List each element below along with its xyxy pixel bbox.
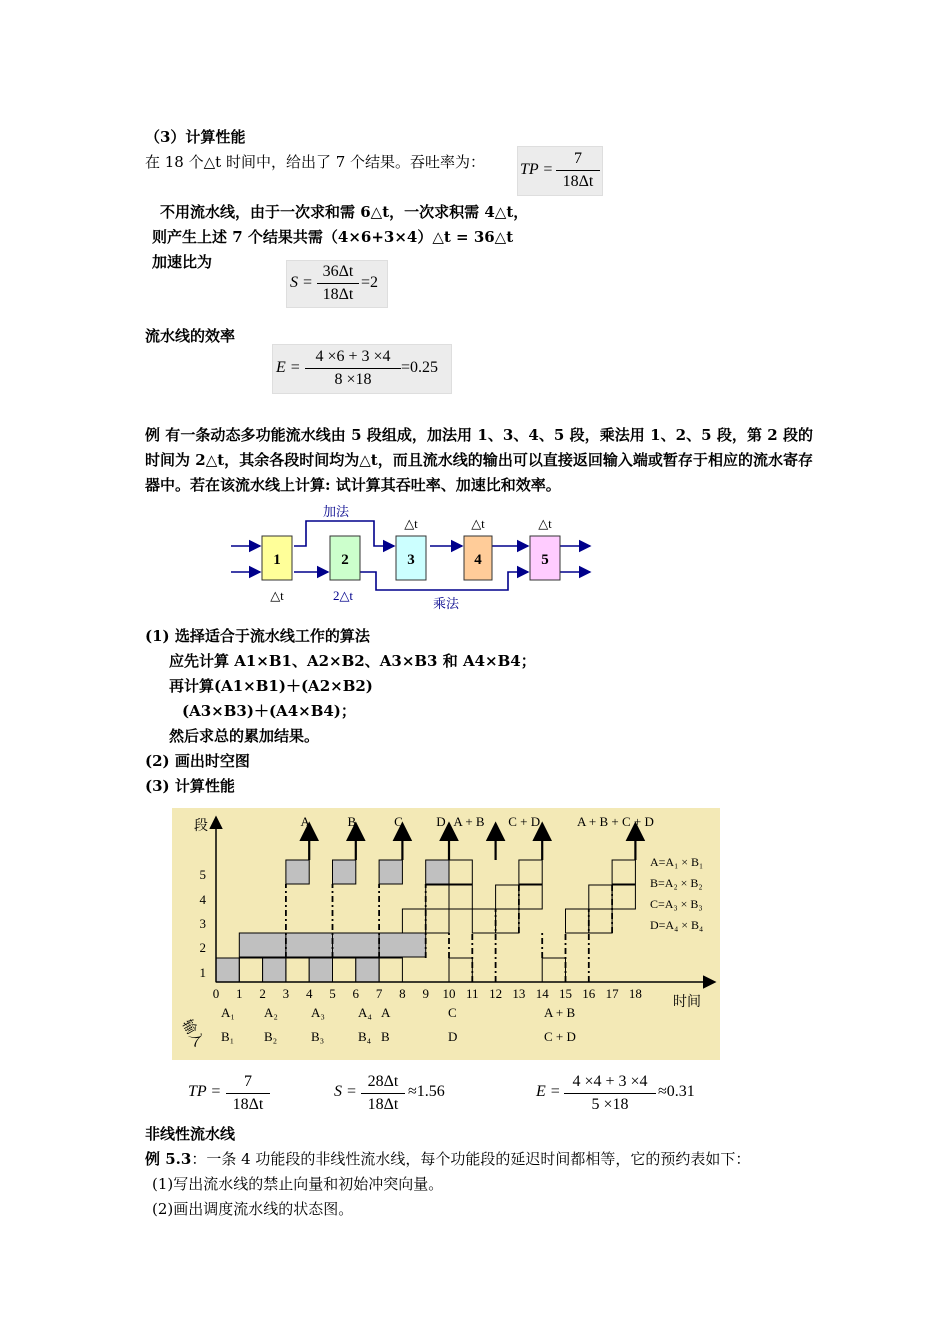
input-row1-label: A [381, 1005, 391, 1020]
efficiency-lhs: E = [276, 359, 301, 376]
efficiency-denominator: 8 ×18 [334, 371, 372, 388]
occupancy-cell [426, 860, 449, 884]
time-tick: 6 [352, 986, 360, 1001]
stage-5-label: 5 [541, 552, 549, 568]
output-label: B [347, 814, 357, 829]
time-tick: 15 [559, 986, 572, 1001]
example-5-3-text: ：一条 4 功能段的非线性流水线，每个功能段的延迟时间都相等，它的预约表如下： [191, 1150, 751, 1168]
input-row1-label: A₃ [311, 1005, 325, 1020]
throughput-sentence: 在 18 个△t 时间中，给出了 7 个结果。吞吐率为： [145, 153, 486, 171]
occupancy-cell [333, 933, 380, 957]
input-row2-label: B₂ [264, 1029, 278, 1044]
nonlinear-heading: 非线性流水线 [145, 1125, 236, 1143]
input-axis-label: 输入 [178, 1017, 206, 1050]
step2-heading: (2) 画出时空图 [145, 752, 250, 770]
step1-heading: (1) 选择适合于流水线工作的算法 [145, 627, 370, 645]
x-axis-label: 时间 [673, 995, 701, 1010]
time-tick: 14 [535, 986, 549, 1001]
section-heading-performance: （3）计算性能 [145, 128, 246, 146]
example-5-3-label: 例 5.3 [145, 1150, 192, 1168]
time-tick: 4 [305, 986, 313, 1001]
pipeline-stage-5 [530, 516, 560, 580]
result-speedup [334, 1072, 464, 1116]
time-tick: 10 [442, 986, 456, 1001]
pipeline-stage-2 [330, 536, 360, 603]
input-row2-label: D [448, 1029, 458, 1044]
result-tp-numerator: 7 [244, 1073, 252, 1090]
time-tick: 8 [399, 986, 406, 1001]
result-efficiency-numerator: 4 ×4 + 3 ×4 [572, 1073, 648, 1090]
output-label: C + D [508, 814, 541, 829]
stage-2-time: 2△t [332, 588, 354, 603]
result-speedup-numerator: 28Δt [367, 1073, 399, 1090]
legend-entry: C=A₃ × B₃ [650, 897, 703, 911]
input-row2-label: B [381, 1029, 390, 1044]
input-row2-label: B₁ [221, 1029, 235, 1044]
output-label: C [394, 814, 403, 829]
time-tick: 0 [212, 986, 220, 1001]
input-row1-label: C [448, 1005, 457, 1020]
time-tick: 16 [582, 986, 596, 1001]
speedup-denominator: 18Δt [322, 286, 354, 303]
efficiency-result: =0.25 [401, 359, 439, 376]
speedup-label: 加速比为 [152, 253, 213, 271]
result-tp-denominator: 18Δt [232, 1096, 264, 1113]
stage-tick: 5 [199, 867, 206, 882]
speedup-equation-box [286, 260, 388, 308]
speedup-numerator: 36Δt [322, 263, 354, 280]
efficiency-heading: 流水线的效率 [145, 327, 236, 345]
tp-equation-box [517, 146, 603, 196]
occupancy-cell [333, 860, 356, 884]
speedup-fraction [317, 262, 359, 305]
space-time-diagram [172, 808, 720, 1060]
occupancy-cell [216, 958, 239, 982]
time-tick: 13 [512, 986, 526, 1001]
y-axis-label: 段 [194, 819, 208, 834]
result-efficiency-denominator: 5 ×18 [591, 1096, 629, 1113]
pipeline-stage-1 [262, 536, 292, 603]
input-row1-label: A₄ [358, 1005, 372, 1020]
occupancy-cell [263, 958, 286, 982]
step1-line-4: 然后求总的累加结果。 [169, 727, 320, 745]
time-tick: 17 [605, 986, 619, 1001]
stage-1-label: 1 [273, 552, 281, 568]
stage-5-time: △t [538, 516, 552, 531]
stage-tick: 4 [199, 892, 206, 907]
stage-1-time: △t [270, 588, 284, 603]
stage-tick: 1 [199, 965, 206, 980]
occupancy-cell [239, 933, 286, 957]
stage-tick: 2 [199, 940, 206, 955]
time-tick: 7 [375, 986, 383, 1001]
pipeline-stage-3 [396, 516, 426, 580]
time-tick: 5 [329, 986, 336, 1001]
step1-line-3: (A3×B3)＋(A4×B4)； [182, 702, 356, 720]
result-speedup-denominator: 18Δt [367, 1096, 399, 1113]
input-row2-label: B₃ [311, 1029, 325, 1044]
efficiency-equation-box [272, 344, 452, 394]
result-speedup-lhs: S = [334, 1083, 357, 1100]
example-5-3-question-1: (1)写出流水线的禁止向量和初始冲突向量。 [152, 1175, 444, 1193]
example-5-3 [145, 1148, 750, 1169]
output-label: A + B [453, 814, 485, 829]
result-efficiency-fraction [564, 1072, 656, 1115]
pipeline-diagram [226, 500, 606, 615]
time-tick: 2 [259, 986, 266, 1001]
step1-line-1: 应先计算 A1×B1、A2×B2、A3×B3 和 A4×B4； [169, 652, 536, 670]
example-paragraph: 例 有一条动态多功能流水线由 5 段组成，加法用 1、3、4、5 段，乘法用 1、2、5 段，第 2 段的时间为 2△t，其余各段时间均为△t，而且流水线的输出可以直接返回输入端或暂存于相应的流水寄存器中。若在该流水线上计算: 试计算其吞吐率、加速比和效率。 [145, 426, 813, 494]
occupancy-cell [286, 860, 309, 884]
tp-lhs: TP = [520, 161, 554, 178]
occupancy-cell [286, 933, 333, 957]
result-speedup-fraction [361, 1072, 405, 1115]
time-tick: 3 [282, 986, 290, 1001]
time-tick: 9 [422, 986, 429, 1001]
stage-3-label: 3 [407, 552, 415, 568]
tp-fraction [556, 149, 600, 192]
stage-2-label: 2 [341, 552, 349, 568]
occupancy-cell [309, 958, 332, 982]
stage-3-time: △t [404, 516, 418, 531]
step3-heading: (3) 计算性能 [145, 777, 235, 795]
occupancy-cell [379, 860, 402, 884]
occupancy-cell [356, 958, 379, 982]
occupancy-cell [379, 933, 426, 957]
total-time-sentence: 则产生上述 7 个结果共需（4×6+3×4）△t = 36△t [152, 228, 514, 246]
input-row1-label: A + B [544, 1005, 576, 1020]
result-efficiency [536, 1072, 716, 1116]
tp-numerator: 7 [574, 150, 582, 167]
result-tp-fraction [226, 1072, 270, 1115]
stage-4-label: 4 [474, 552, 482, 568]
legend-entry: D=A₄ × B₄ [650, 918, 704, 932]
output-label: A [300, 814, 310, 829]
stage-tick: 3 [199, 916, 206, 931]
result-tp [188, 1072, 278, 1116]
time-tick: 11 [466, 986, 479, 1001]
legend-entry: B=A₂ × B₂ [650, 876, 703, 890]
result-efficiency-value: ≈0.31 [658, 1083, 695, 1100]
input-row2-label: C + D [544, 1029, 576, 1044]
efficiency-fraction [305, 347, 401, 390]
input-row1-label: A₁ [221, 1005, 235, 1020]
efficiency-numerator: 4 ×6 + 3 ×4 [315, 348, 391, 365]
example-5-3-question-2: (2)画出调度流水线的状态图。 [152, 1200, 354, 1218]
result-speedup-value: ≈1.56 [408, 1083, 445, 1100]
speedup-lhs: S = [290, 274, 313, 291]
step1-line-2: 再计算(A1×B1)＋(A2×B2) [169, 677, 373, 695]
input-row1-label: A₂ [264, 1005, 278, 1020]
time-tick: 18 [628, 986, 642, 1001]
mul-path-label: 乘法 [432, 596, 460, 611]
result-tp-lhs: TP = [188, 1083, 222, 1100]
output-label: A + B + C + D [576, 814, 654, 829]
no-pipeline-sentence: 不用流水线，由于一次求和需 6△t，一次求积需 4△t， [160, 203, 529, 221]
time-tick: 12 [489, 986, 503, 1001]
time-tick: 1 [236, 986, 243, 1001]
input-row2-label: B₄ [358, 1029, 372, 1044]
legend-entry: A=A₁ × B₁ [650, 855, 704, 869]
speedup-result: =2 [361, 274, 379, 291]
tp-denominator: 18Δt [562, 173, 594, 190]
result-efficiency-lhs: E = [536, 1083, 561, 1100]
pipeline-stage-4 [464, 516, 492, 580]
output-label: D [436, 814, 446, 829]
add-path-label: 加法 [322, 504, 350, 519]
stage-4-time: △t [471, 516, 485, 531]
